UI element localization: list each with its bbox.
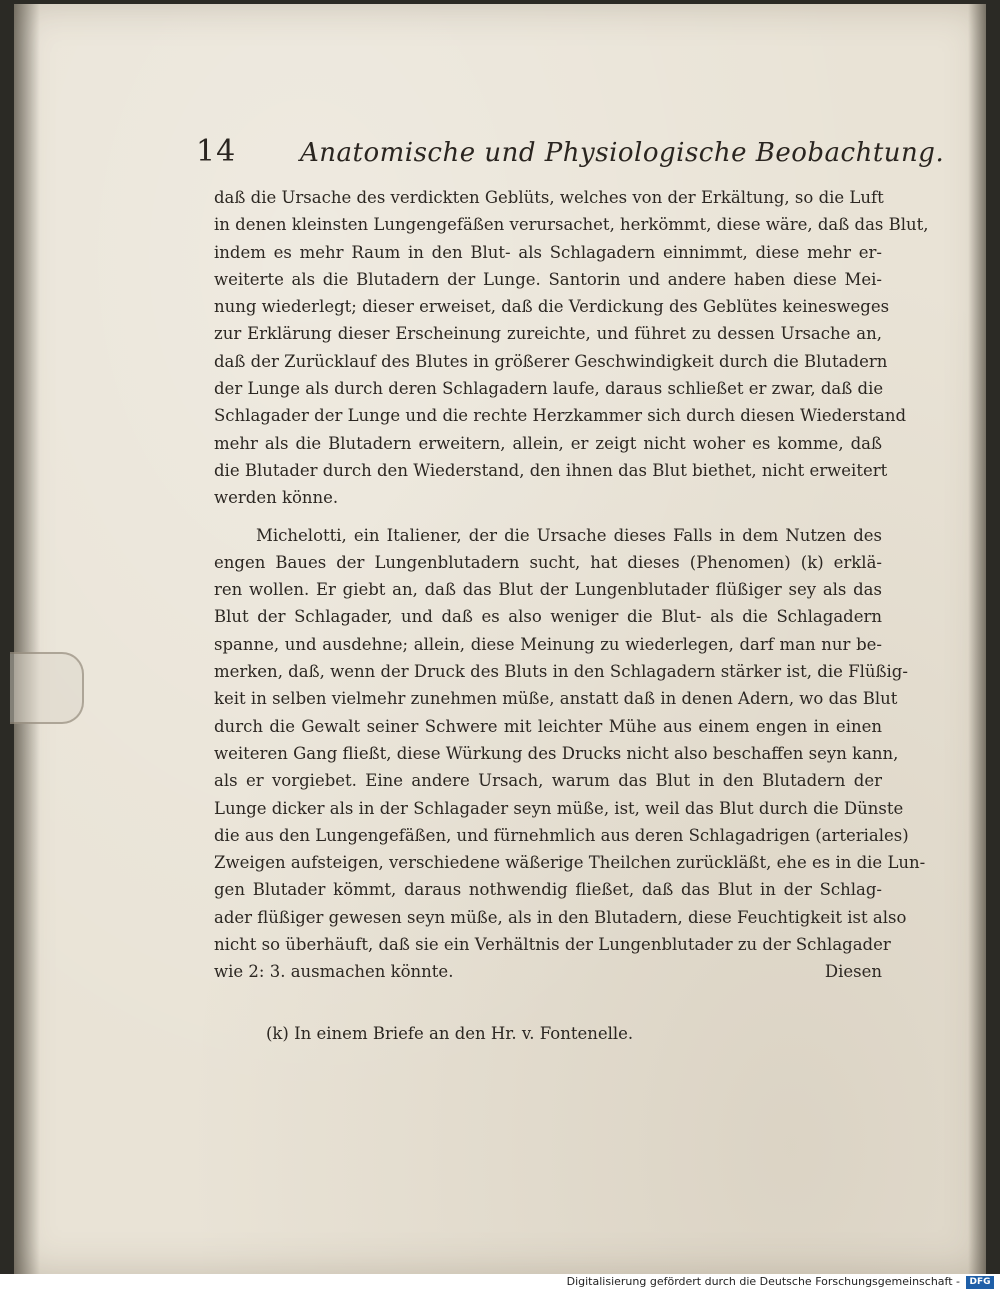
text-line: die aus den Lungengefäßen, und fürnehmlich aus deren Schlagadrigen (arteriales) [214, 825, 909, 845]
text-line: durch die Gewalt seiner Schwere mit leichter Mühe aus einem engen in einen [214, 716, 882, 736]
text-line: zur Erklärung dieser Erscheinung zureichte, und führet zu dessen Ursache an, [214, 324, 882, 344]
text-line: engen Baues der Lungenblutadern sucht, hat dieses (Phenomen) (k) erklä- [214, 552, 882, 572]
paragraph-1 [214, 184, 929, 512]
text-line: Lunge dicker als in der Schlagader seyn müße, ist, weil das Blut durch die Dünste [214, 798, 904, 818]
dfg-logo: DFG [966, 1276, 994, 1289]
text-line: nung wiederlegt; dieser erweiset, daß die Verdickung des Geblütes keinesweges [214, 297, 890, 317]
text-line: als er vorgiebet. Eine andere Ursach, warum das Blut in den Blutadern der [214, 771, 882, 791]
text-line: die Blutader durch den Wiederstand, den ihnen das Blut biethet, nicht erweitert [214, 460, 888, 480]
digitization-credit-bar [0, 1274, 1000, 1292]
text-line: in denen kleinsten Lungengefäßen verursachet, herkömmt, diese wäre, daß das Blut, [214, 215, 929, 235]
page-tab-mark [10, 652, 84, 724]
spine-shadow [14, 4, 40, 1274]
text-line: der Lunge als durch deren Schlagadern laufe, daraus schließet er zwar, daß die [214, 379, 884, 399]
page-header [196, 130, 945, 176]
text-line: wie 2: 3. ausmachen könnte. Diesen [214, 958, 882, 985]
running-head: Anatomische und Physiologische Beobachtung. [300, 138, 945, 168]
text-line: ader flüßiger gewesen seyn müße, als in den Blutadern, diese Feuchtigkeit ist also [214, 907, 907, 927]
text-line: weiterte als die Blutadern der Lunge. Santorin und andere haben diese Mei- [214, 269, 882, 289]
text-line: keit in selben vielmehr zunehmen müße, anstatt daß in denen Adern, wo das Blut [214, 689, 898, 709]
footnote: (k) In einem Briefe an den Hr. v. Fontenelle. [266, 1024, 634, 1043]
text-line: Schlagader der Lunge und die rechte Herzkammer sich durch diesen Wiederstand [214, 406, 907, 426]
text-line: gen Blutader kömmt, daraus nothwendig fließet, daß das Blut in der Schlag- [214, 880, 882, 900]
paragraph-2 [214, 522, 926, 986]
text-line: mehr als die Blutadern erweitern, allein, er zeigt nicht woher es komme, daß [214, 433, 882, 453]
text-line: weiteren Gang fließt, diese Würkung des Drucks nicht also beschaffen seyn kann, [214, 743, 899, 763]
body-text [214, 184, 929, 986]
page-number: 14 [196, 134, 237, 169]
text-line: ren wollen. Er giebt an, daß das Blut der Lungenblutader flüßiger sey als das [214, 580, 882, 600]
text-line: spanne, und ausdehne; allein, diese Meinung zu wiederlegen, darf man nur be- [214, 634, 882, 654]
text-line: indem es mehr Raum in den Blut- als Schlagadern einnimmt, diese mehr er- [214, 242, 882, 262]
page-edge [968, 4, 986, 1274]
text-line: nicht so überhäuft, daß sie ein Verhältnis der Lungenblutader zu der Schlagader [214, 935, 891, 955]
text-line: Michelotti, ein Italiener, der die Ursache dieses Falls in dem Nutzen des [256, 525, 882, 545]
text-line: daß die Ursache des verdickten Geblüts, welches von der Erkältung, so die Luft [214, 188, 884, 207]
text-line: Zweigen aufsteigen, verschiedene wäßerige Theilchen zurückläßt, ehe es in die Lun- [214, 853, 926, 873]
text-line: daß der Zurücklauf des Blutes in größerer Geschwindigkeit durch die Blutadern [214, 351, 888, 371]
text-line: Blut der Schlagader, und daß es also weniger die Blut- als die Schlagadern [214, 607, 882, 627]
catchword: Diesen [824, 962, 882, 982]
text-line: werden könne. [214, 488, 339, 508]
text-line: merken, daß, wenn der Druck des Bluts in den Schlagadern stärker ist, die Flüßig- [214, 662, 908, 682]
credit-text: Digitalisierung gefördert durch die Deutsche Forschungsgemeinschaft - [566, 1275, 960, 1288]
